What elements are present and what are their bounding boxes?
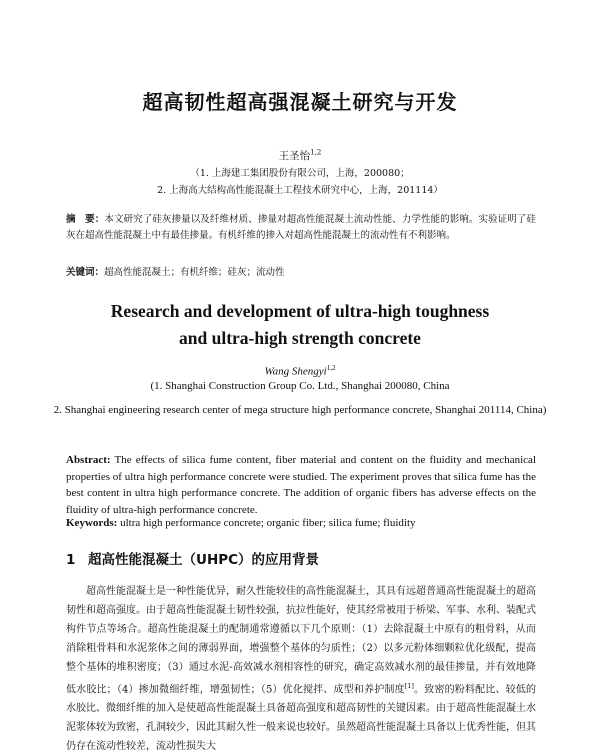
english-affiliation-2: 2. Shanghai engineering research center of mega structure high performance concrete, Shanghai 201114, China) (53, 404, 547, 416)
section-heading (66, 548, 319, 568)
citation-ref: [1] (404, 682, 414, 690)
chinese-abstract-label: 摘 要： (66, 214, 105, 225)
chinese-title: 超高韧性超高强混凝土研究与开发 (142, 90, 458, 114)
chinese-author (0, 148, 600, 163)
english-keywords-text: ultra high performance concrete; organic fiber; silica fume; fluidity (117, 517, 416, 529)
body-text-part-2: 。致密的粉料配比、较低的水胶比、微细纤维的加入是使超高性能混凝土具备超高强度和超高韧性的关键因素。由于超高性能混凝土水泥浆体较为致密，孔洞较少，因此其耐久性一般来说也较好。虽然超高性能混凝土具备以上优秀性能，但其仍存在流动性较差，流动性损失大 (66, 684, 536, 753)
english-abstract (66, 452, 536, 518)
english-keywords (66, 517, 536, 529)
english-author-name: Wang Shengyi (264, 365, 327, 378)
chinese-abstract-text: 本文研究了硅灰掺量以及纤维材质、掺量对超高性能混凝土流动性能、力学性能的影响。实验证明了硅灰在超高性能混凝土中有最佳掺量。有机纤维的掺入对超高性能混凝土的流动性有不利影响。 (66, 214, 536, 241)
english-title (0, 298, 600, 352)
english-affiliation-1: (1. Shanghai Construction Group Co. Ltd., Shanghai 200080, China (150, 380, 450, 392)
chinese-keywords-label: 关键词： (66, 267, 105, 278)
chinese-author-name: 王圣怡 (278, 150, 311, 162)
english-title-line-2: and ultra-high strength concrete (179, 328, 421, 348)
english-author-sup: 1,2 (326, 364, 336, 372)
chinese-keywords-text: 超高性能混凝土；有机纤维；硅灰；流动性 (104, 267, 285, 278)
chinese-keywords (66, 264, 536, 278)
section-number: 1 (66, 552, 76, 568)
body-text-part-1: 超高性能混凝土是一种性能优异，耐久性能较佳的高性能混凝土，其具有远超普通高性能混凝土的超高韧性和超高强度。由于超高性能混凝土韧性较强，抗拉性能好，使其经常被用于桥梁、军事、水利、装配式构件节点等场合。超高性能混凝土的配制通常遵循以下几个原则：（1）去除混凝土中原有的粗骨料，从而消除粗骨料和水泥浆体之间的薄弱界面，增强整个基体的匀质性；（2）以多元粉体细颗粒优化级配，提高整个基体的堆积密度；（3）通过水泥-高效减水剂相容性的研究，确定高效减水剂的最佳掺量，并有效地降低水胶比；（4）掺加微细纤维，增强韧性；（5）优化搅拌、成型和养护制度 (66, 586, 536, 696)
body-paragraph (66, 582, 536, 755)
section-title: 超高性能混凝土（UHPC）的应用背景 (88, 552, 320, 568)
english-abstract-text: The effects of silica fume content, fiber material and content on the fluidity and mechanical properties of ultra high performance concrete were studied. The experiment proves that silica fume has the best content in ultra high performance concrete. The addition of organic fibers has adverse effects on the fluidity of ultra-high performance concrete. (66, 454, 536, 516)
chinese-author-sup: 1,2 (310, 148, 322, 157)
english-keywords-label: Keywords: (66, 517, 118, 529)
chinese-affiliation-2: 2. 上海高大结构高性能混凝土工程技术研究中心，上海，201114） (157, 185, 443, 196)
english-author (0, 364, 600, 378)
english-title-line-1: Research and development of ultra-high toughness (110, 301, 490, 321)
chinese-affiliation-1: （1. 上海建工集团股份有限公司，上海，200080； (190, 168, 410, 179)
english-abstract-label: Abstract: (66, 454, 111, 466)
chinese-abstract (66, 212, 536, 244)
